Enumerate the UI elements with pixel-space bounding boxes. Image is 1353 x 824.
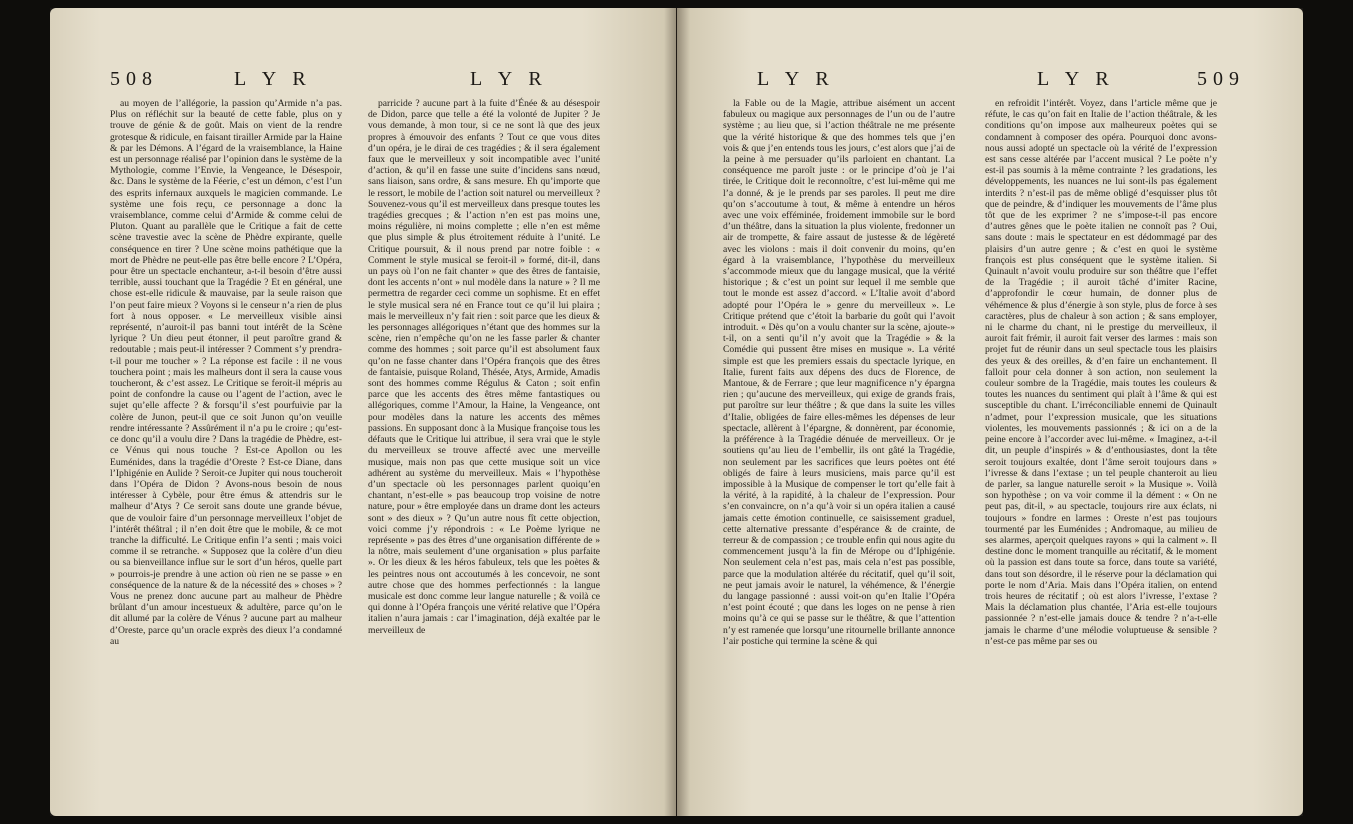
right-running-head-2: L Y R xyxy=(1037,68,1115,90)
left-running-head-2: L Y R xyxy=(470,68,548,90)
right-page xyxy=(677,8,1303,816)
right-column-1-text: la Fable ou de la Magie, attribue aisément un accent fabuleux ou magique aux personnages de l’un ou de l’autre système ; au lieu que, si l’action théâtrale ne me présente que la vérité historique & que des hommes tels que j’en vois & que j’en entends tous les jours, c’est alors que j’ai de la peine à me persuader qu’ils parloient en chantant. La conséquence me paroît juste : or le principe d’où je l’ai tirée, le Critique doit le reconnoître, c’est lui-même qui me l’a donné, & je le prends par ses paroles. Il peut me dire qu’on s’accoutume à tout, & même à entendre un héros avec une voix efféminée, froidement immobile sur le bord d’un théâtre, dans la situation la plus violente, fredonner un air de trompette, & faire assaut de justesse & de légèreté avec les violons : mais il doit convenir du moins, qu’en égard à la vraisemblance, l’hypothèse du merveilleux s’accommode mieux que du langage musical, que la vérité historique ; & c’est un point sur lequel il me semble que tout le monde est assez d’accord. « L’Italie avoit d’abord adopté pour l’Opéra le » genre du merveilleux ». Le Critique prétend que c’étoit la barbarie du goût qui l’avoit introduit. « Dès qu’on a voulu chanter sur la scène, ajoute-» t-il, on a senti qu’il n’y avoit que la Tragédie » & la Comédie qui pussent être mises en musique ». La vérité simple est que les premiers essais du spectacle lyrique, en Italie, furent faits aux dépens des ducs de Florence, de Mantoue, & de Ferrare ; que leur magnificence n’y épargna rien ; qu’aucune des merveilleux, qui exige de grands frais, put paroître sur leur théâtre ; & que dans la suite les villes d’Italie, obligées de faire elles-mêmes les dépenses de leur spectacle, allèrent à l’épargne, & donnèrent, par économie, la préférence à la Tragédie dénuée de merveilleux. Or je soutiens qu’au lieu de l’embellir, ils ont gâté la Tragédie, non seulement par les sacrifices que leurs poètes ont été obligés de faire à leurs musiciens, mais parce qu’il est impossible à la Musique de compenser le tort qu’elle fait à la vérité, à la rapidité, à la chaleur de l’expression. Pour s’en convaincre, on n’a qu’à voir si un opéra italien a causé jamais cette émotion continuelle, ce saisissement graduel, cette alternative pressante d’espérance & de crainte, de terreur & de compassion ; ce trouble enfin qui nous agite du commencement jusqu’à la fin de Mérope ou d’Iphigénie. Non seulement cela n’est pas, mais cela n’est pas possible, parce que la modulation altérée du récitatif, quel qu’il soit, ne peut jamais avoir le naturel, la véhémence, & l’énergie du langage passionné : aussi voit-on qu’en Italie l’Opéra n’est point écouté ; que dans les loges on ne pense à rien moins qu’à ce qui se passe sur le théâtre, & que l’attention n’y est ramenée que lorsqu’une ritournelle brillante annonce l’air postiche qui termine la scène & qui xyxy=(723,98,955,647)
left-column-1-text: au moyen de l’allégorie, la passion qu’Armide n’a pas. Plus on réfléchit sur la beauté de cette fable, plus on y trouve de génie & de goût. Mais on vient de la rendre grotesque & ridicule, en faisant tirailler Armide par la Haine & par les Démons. A l’égard de la vraisemblance, la Haine est un personnage réalisé par l’opinion dans le système de la Mythologie, comme l’Envie, la Vengeance, le Désespoir, &c. Dans le système de la Féerie, c’est un démon, c’est l’un des esprits infernaux auxquels le magicien commande. Le système une fois reçu, ce personnage a donc la vraisemblance, comme celui d’Armide & comme celui de Pluton. Quant au parallèle que le Critique a fait de cette scène travestie avec la scène de Phèdre expirante, quelle conséquence en tirer ? Une scène moins pathétique que la mort de Phèdre ne peut-elle pas être belle encore ? L’Opéra, pour être un spectacle enchanteur, a-t-il besoin d’être aussi terrible, aussi touchant que la Tragédie ? Et en général, une chose est-elle ridicule & mauvaise, par la seule raison que l’on peut faire mieux ? Voyons si le censeur n’a rien de plus fort à nous opposer. « Le merveilleux visible ainsi représenté, n’auroit-il pas banni tout intérêt de la Scène lyrique ? Un dieu peut étonner, il peut paroître grand & redoutable ; mais peut-il intéresser ? Comment s’y prendra-t-il pour me toucher » ? La réponse est facile : il ne vous touchera point ; mais les malheurs dont il sera la cause vous toucheront, & c’est assez. Le Critique se feroit-il mépris au point de confondre la cause ou l’agent de l’action, avec le sujet qu’elle affecte ? & forsqu’il s’est pourfuivie par la colère de Junon, peut-il que ce soit Junon qu’on veuille rendre intéressante ? Assûrément il n’a pu le croire ; qu’est-ce donc qu’il a voulu dire ? Dans la tragédie de Phèdre, est-ce Vénus qui nous touche ? Est-ce Apollon ou les Euménides, dans la tragédie d’Oreste ? Est-ce Diane, dans l’Iphigénie en Aulide ? Seroit-ce Jupiter qui nous toucheroit dans l’Opéra de Didon ? Avons-nous besoin de nous intéresser à Cybèle, pour être émus & attendris sur le malheur d’Atys ? Ce seroit sans doute une grande bévue, que de vouloir faire d’un personnage merveilleux l’objet de l’intérêt théâtral ; il n’en doit être que le mobile, & ce mot tranche la difficulté. Le Critique enfin l’a senti ; mais voici comme il se retranche. « Supposez que la colère d’un dieu ou sa bienveillance influe sur le sort d’un héros, quelle part » pourrois-je prendre à une action où rien ne se passe » en conséquence de la nature & de la nécessité des » choses » ? Vous ne prenez donc aucune part au malheur de Phèdre brûlant d’un amour incestueux & adultère, parce qu’on le dit allumé par la colère de Vénus ? aucune part au malheur d’Oreste, parce qu’un oracle exprès des dieux l’a condamné au xyxy=(110,98,342,647)
book-spread xyxy=(50,8,1303,816)
left-page xyxy=(50,8,676,816)
left-running-head-1: L Y R xyxy=(234,68,312,90)
right-column-2-text: en refroidit l’intérêt. Voyez, dans l’article même que je réfute, le cas qu’on fait en Italie de l’action théâtrale, & les conditions qu’on impose aux malheureux poètes qui se condamnent à composer des opéra. Pourquoi donc avons-nous aussi adopté un spectacle où la vérité de l’expression est sans cesse altérée par l’accent musical ? Le poète n’y est-il pas soumis à la même contrainte ? les gradations, les développements, les nuances ne lui sont-ils pas également interdits ? n’est-il pas de même obligé d’esquisser plus tôt que de peindre, & d’indiquer les mouvements de l’âme plus tôt que de les exprimer ? ne s’impose-t-il pas encore d’autres gênes que le poète italien ne connoît pas ? Oui, sans doute : mais le spectateur en est dédommagé par des plaisirs d’un autre genre ; & c’est en quoi le système françois est plus conséquent que le système italien. Si Quinault n’avoit voulu produire sur son théâtre que l’effet de la Tragédie ; il auroit tâché d’imiter Racine, d’approfondir le cœur humain, de donner plus de véhémence & plus d’énergie à son style, plus de force à ses caractères, plus de chaleur à son action ; & sans employer, ni le charme du chant, ni le prestige du merveilleux, il auroit fait frémir, il auroit fait verser des larmes : mais son projet fut de réunir dans un seul spectacle tous les plaisirs des yeux & des oreilles, & d’en faire un enchantement. Il falloit pour cela donner à son action, non seulement la couleur sombre de la Tragédie, mais toutes les couleurs & toutes les nuances du sentiment qui plaît à l’âme & qui est susceptible du chant. L’irréconciliable ennemi de Quinault n’admet, pour l’expression musicale, que les situations violentes, les mouvements passionnés ; & ici on a de la peine encore à l’accorder avec lui-même. « Imaginez, a-t-il dit, un peuple d’inspirés » & d’enthousiastes, dont la tête seroit toujours exaltée, dont l’âme seroit toujours dans » l’ivresse & dans l’extase ; un tel peuple chanteroit au lieu de parler, sa langue naturelle seroit » la Musique ». Voilà son hypothèse ; on va voir comme il la dément : « On ne peut pas, dit-il, » au spectacle, toujours rire aux éclats, ni toujours » fondre en larmes : Oreste n’est pas toujours tourmenté par les Euménides ; Andromaque, au milieu de ses alarmes, aperçoit quelques rayons » qui la calment ». Il destine donc le moment tranquille au récitatif, & le moment où la passion est dans toute sa force, dans toute sa variété, dans tout son désordre, il le réserve pour la déclamation qui porte le nom d’Aria. Mais dans l’Opéra italien, on entend trois heures de récitatif ; où est alors l’ivresse, l’extase ? Mais la déclamation plus chantée, l’Aria est-elle toujours passionnée ? n’est-elle jamais douce & tendre ? n’a-t-elle jamais le charme d’une mélodie voluptueuse & sensible ? n’est-ce pas même par ses ou xyxy=(985,98,1217,647)
left-page-number: 508 xyxy=(110,68,158,90)
left-column-2-text: parricide ? aucune part à la fuite d’Énée & au désespoir de Didon, parce que telle a été la volonté de Jupiter ? Je vous demande, à mon tour, si ce ne sont là que des jeux propres à émouvoir des enfants ? Tout ce que vous dites d’un opéra, je le dirai de ces tragédies ; & il sera également faux que le merveilleux y soit incompatible avec l’unité d’action, & qu’il en fasse une suite d’incidens sans nœud, sans liaison, sans ordre, & sans mesure. Eh qu’importe que le ressort, le mobile de l’action soit naturel ou merveilleux ? Souvenez-vous qu’il est merveilleux dans presque toutes les tragédies grecques ; & l’action n’en est pas moins une, moins régulière, ni moins complette ; elle n’en est même que plus simple & plus étroitement réduite à l’unité. Le Critique poursuit, & il nous prend par notre foible : « Comment le style musical se feroit-il » formé, dit-il, dans un pays où l’on ne fait chanter » que des êtres de fantaisie, dont les accents n’ont » nul modèle dans la nature » ? Il me permettra de regarder ceci comme un sophisme. Et en effet le style musical sera né en France tout ce qu’il lui plaira ; mais le merveilleux n’y fait rien : soit parce que les dieux & les personnages allégoriques n’étant que des hommes sur la scène, rien n’empêche qu’on ne les fasse parler & chanter comme des hommes ; soit parce qu’il est absolument faux qu’on ne fasse chanter dans l’Opéra françois que des êtres de fantaisie, puisque Roland, Thésée, Atys, Armide, Amadis sont des hommes comme Régulus & Caton ; soit enfin parce que les accents des êtres même fantastiques ou allégoriques, comme l’Amour, la Haine, la Vengeance, ont pour modèles dans la nature les accents des mêmes passions. En supposant donc à la Musique françoise tous les défauts que le Critique lui attribue, il sera vrai que le style du merveilleux se trouve affecté avec une merveille musique, mais non pas que cette musique soit un vice adhérent au système du merveilleux. Mais « l’hypothèse d’un spectacle où les personnages parlent quoiqu’en chantant, n’est-elle » pas beaucoup trop voisine de notre nature, pour » être employée dans un drame dont les acteurs sont » des dieux » ? Qu’un autre nous fît cette objection, voici comme j’y répondrois : « Le Poème lyrique ne représente » pas des êtres d’une organisation différente de » la nôtre, mais seulement d’une organisation » plus parfaite ». Or les dieux & les héros fabuleux, tels que les poètes & les peintres nous ont accoutumés à les concevoir, ne sont autre chose que des hommes perfectionnés : la langue musicale est donc comme leur langue naturelle ; & voilà ce qui donne à l’Opéra françois une vérité relative que l’Opéra italien n’aura jamais : car l’imagination, déjà exaltée par le merveilleux de xyxy=(368,98,600,636)
right-page-column-1 xyxy=(723,98,955,647)
right-running-head-1: L Y R xyxy=(757,68,835,90)
right-page-column-2 xyxy=(985,98,1217,647)
right-page-number: 509 xyxy=(1197,68,1245,90)
left-page-column-2 xyxy=(368,98,600,636)
left-page-column-1 xyxy=(110,98,342,647)
